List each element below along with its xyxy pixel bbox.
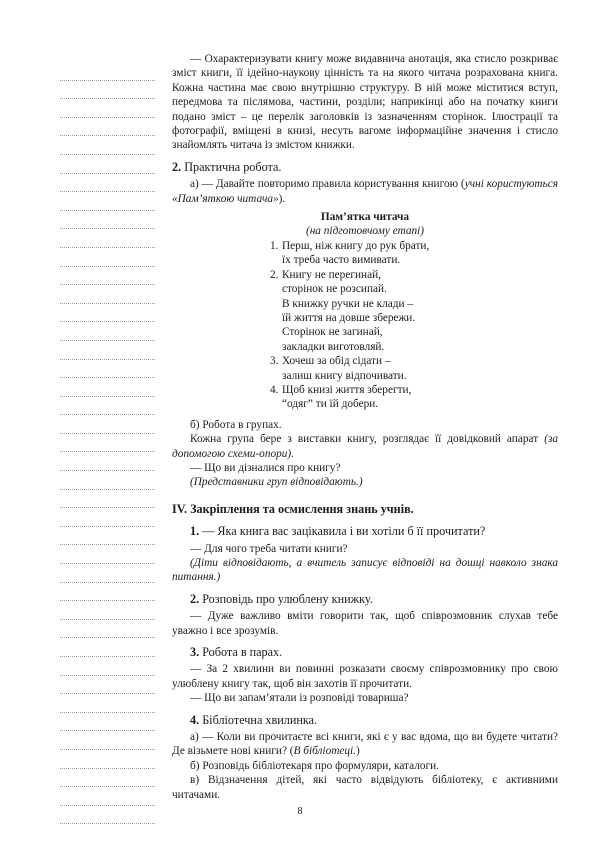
margin-note-line	[60, 248, 155, 267]
margin-note-line	[60, 713, 155, 732]
margin-note-line	[60, 452, 155, 471]
margin-note-line	[60, 694, 155, 713]
item-2-title: Розповідь про улюблену книжку.	[202, 591, 373, 606]
page-number: 8	[297, 806, 303, 817]
memo-item	[270, 268, 558, 354]
memo-item	[270, 239, 558, 268]
margin-note-line	[60, 174, 155, 193]
memo-item-number: 1.	[270, 239, 279, 252]
margin-note-line	[60, 490, 155, 509]
margin-note-line	[60, 267, 155, 286]
item-4-heading	[172, 713, 558, 727]
memo-item-number: 2.	[270, 268, 279, 281]
memo-line: Щоб книзі життя зберегти,	[282, 383, 412, 396]
item-2-text: — Дуже важливо вміти говорити так, щоб співрозмовник слухав тебе уважно і все зрозумів.	[172, 610, 558, 637]
intro-paragraph: — Охарактеризувати книгу може видавнича анотація, яка стисло розкриває зміст книги, її ідейно-наукову цінність та на якого читача розрахована книга. Кожна частина має свою внутрішню структуру. В ній може міститися вступ, передмова та післямова, частини, розділи; наприкінці або на початку книги подано зміст – це перелік заголовків із зазначенням сторінок. Ілюстрації та фотографії, вміщені в книзі, несуть вагоме інформаційне значення і стисло знайомлять читача із змістом книжки.	[172, 53, 558, 152]
practical-a	[172, 177, 558, 206]
margin-note-line	[60, 155, 155, 174]
memo-item-number: 3.	[270, 355, 279, 368]
memo-line: закладки виготовляй.	[282, 340, 385, 353]
memo-line: їх треба часто вимивати.	[282, 254, 401, 267]
item-4-b: б) Розповідь бібліотекаря про формуляри, каталоги.	[190, 759, 440, 772]
practical-question: — Що ви дізналися про книгу?	[190, 461, 341, 474]
memo-line: Сторінок не загинай,	[282, 326, 383, 339]
section-4-title: IV. Закріплення та осмислення знань учнів.	[172, 501, 414, 516]
practical-b-italic: (за допомогою схеми-опори).	[172, 433, 559, 460]
item-3-number: 3.	[190, 645, 200, 660]
memo-poem	[270, 239, 558, 412]
item-3-text: — За 2 хвилини ви повинні розказати своєму співрозмовнику про свою улюблену книгу так, щоб він захотів її прочитати.	[172, 663, 558, 690]
memo-subtitle: (на підготовчому етапі)	[305, 225, 425, 238]
margin-note-line	[60, 211, 155, 230]
memo-item	[270, 383, 558, 412]
margin-note-line	[60, 657, 155, 676]
memo-line: “одяг” ти їй добери.	[282, 398, 379, 411]
practical-heading	[172, 160, 558, 174]
margin-note-line	[60, 360, 155, 379]
margin-note-line	[60, 676, 155, 695]
item-1-sub: — Для чого треба читати книги?	[190, 542, 348, 555]
margin-note-line	[60, 136, 155, 155]
page-content	[172, 52, 558, 802]
margin-note-line	[60, 341, 155, 360]
item-3-title: Робота в парах.	[202, 645, 283, 660]
practical-b: б) Робота в групах.	[190, 418, 282, 431]
memo-line: Перш, ніж книгу до рук брати,	[282, 239, 430, 252]
margin-note-line	[60, 192, 155, 211]
item-4-a-italic: В бібліотеці.	[293, 745, 357, 758]
practical-b-paragraph	[172, 432, 558, 461]
margin-note-line	[60, 415, 155, 434]
item-2-number: 2.	[190, 591, 200, 606]
memo-line: Хочеш за обід сідати –	[282, 355, 391, 368]
margin-note-line	[60, 564, 155, 583]
margin-note-line	[60, 81, 155, 100]
margin-note-line	[60, 62, 155, 81]
margin-note-line	[60, 378, 155, 397]
practical-number: 2.	[172, 159, 182, 174]
margin-note-line	[60, 118, 155, 137]
margin-note-line	[60, 527, 155, 546]
item-3-heading	[172, 645, 558, 659]
practical-b-text: Кожна група бере з виставки книгу, розглядає її довідковий апарат	[190, 433, 539, 446]
memo-line: залиш книгу відпочивати.	[282, 369, 407, 382]
item-4-title: Бібліотечна хвилинка.	[202, 712, 318, 727]
margin-note-line	[60, 750, 155, 769]
item-1-title: — Яка книга вас зацікавила і ви хотіли б її прочитати?	[202, 524, 486, 539]
margin-note-line	[60, 769, 155, 788]
practical-a-close: ).	[278, 192, 286, 205]
item-4-number: 4.	[190, 712, 200, 727]
memo-item-number: 4.	[270, 383, 279, 396]
item-2-heading	[172, 592, 558, 606]
practical-a-italic: учні користуються «Пам’яткою читача»	[172, 178, 558, 205]
margin-note-line	[60, 583, 155, 602]
item-1-italic: (Діти відповідають, а вчитель записує відповіді на дошці навколо знака питання.)	[172, 557, 558, 584]
memo-title: Пам’ятка читача	[320, 211, 410, 224]
margin-note-line	[60, 731, 155, 750]
practical-answer: (Представники груп відповідають.)	[190, 476, 363, 489]
margin-note-line	[60, 787, 155, 806]
margin-note-line	[60, 620, 155, 639]
item-1-heading	[172, 524, 558, 538]
practical-title: Практична робота.	[184, 159, 282, 174]
margin-note-line	[60, 601, 155, 620]
memo-line: Книгу не перегинай,	[282, 268, 381, 281]
margin-note-line	[60, 322, 155, 341]
memo-line: їй життя на довше збережи.	[282, 311, 416, 324]
margin-note-line	[60, 434, 155, 453]
margin-note-line	[60, 508, 155, 527]
margin-note-line	[60, 545, 155, 564]
item-3-sub: — Що ви запам’ятали із розповіді товариша?	[190, 692, 409, 705]
margin-note-line	[60, 397, 155, 416]
margin-note-line	[60, 285, 155, 304]
margin-note-line	[60, 229, 155, 248]
practical-a-text: а) — Давайте повторимо правила користування книгою (	[190, 178, 465, 191]
memo-line: В книжку ручки не клади –	[282, 297, 414, 310]
margin-note-line	[60, 304, 155, 323]
margin-note-lines	[60, 62, 155, 824]
memo-item	[270, 354, 558, 383]
item-1-number: 1.	[190, 524, 200, 539]
margin-note-line	[60, 471, 155, 490]
item-4-c: в) Відзначення дітей, які часто відвідують бібліотеку, є активними читачами.	[172, 774, 558, 801]
item-4-a	[172, 730, 558, 759]
item-4-a-text: а) — Коли ви прочитаєте всі книги, які є у вас вдома, що ви будете читати? Де візьмете нові книги? (	[172, 731, 558, 758]
margin-note-line	[60, 99, 155, 118]
margin-note-line	[60, 638, 155, 657]
memo-line: сторінок не розсипай.	[282, 283, 387, 296]
item-4-a-close: )	[356, 745, 360, 758]
